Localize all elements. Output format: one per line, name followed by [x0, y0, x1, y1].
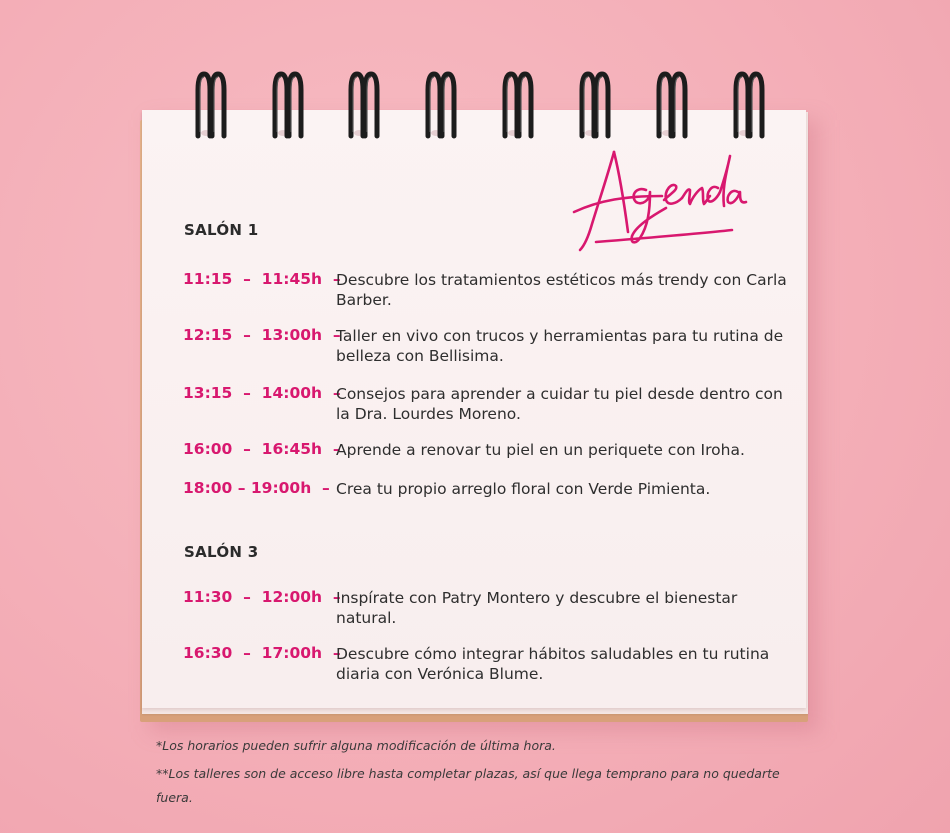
agenda-time: 16:00 – 16:45h –: [183, 440, 341, 458]
footnote-free-access: **Los talleres son de acceso libre hasta completar plazas, así que llega temprano para no quedarte fuera.: [156, 766, 780, 805]
agenda-description: Crea tu propio arreglo floral con Verde Pimienta.: [336, 480, 711, 498]
agenda-description: Consejos para aprender a cuidar tu piel desde dentro con la Dra. Lourdes Moreno.: [336, 385, 783, 423]
agenda-time: 11:30 – 12:00h –: [183, 588, 341, 606]
agenda-time: 18:00 – 19:00h –: [183, 479, 330, 497]
spiral-ring-icon: [649, 66, 695, 146]
section-title-salon-3: SALÓN 3: [184, 543, 259, 561]
agenda-time: 12:15 – 13:00h –: [183, 326, 341, 344]
agenda-time: 16:30 – 17:00h –: [183, 644, 341, 662]
spiral-ring-icon: [495, 66, 541, 146]
agenda-description: Descubre cómo integrar hábitos saludables en tu rutina diaria con Verónica Blume.: [336, 645, 770, 683]
spiral-ring-icon: [341, 66, 387, 146]
agenda-time: 13:15 – 14:00h –: [183, 384, 341, 402]
spiral-ring-icon: [188, 66, 234, 146]
spiral-ring-icon: [265, 66, 311, 146]
section-title-salon-1: SALÓN 1: [184, 221, 259, 239]
agenda-description: Descubre los tratamientos estéticos más trendy con Carla Barber.: [336, 271, 787, 309]
spiral-ring-icon: [572, 66, 618, 146]
agenda-time: 11:15 – 11:45h –: [183, 270, 341, 288]
agenda-description: Aprende a renovar tu piel en un periquete con Iroha.: [336, 441, 745, 459]
spiral-ring-icon: [418, 66, 464, 146]
footnote-schedule-changes: *Los horarios pueden sufrir alguna modificación de última hora.: [156, 738, 556, 753]
agenda-description: Inspírate con Patry Montero y descubre el bienestar natural.: [336, 589, 738, 627]
spiral-ring-icon: [726, 66, 772, 146]
agenda-title: [566, 146, 766, 256]
agenda-description: Taller en vivo con trucos y herramientas para tu rutina de belleza con Bellisima.: [336, 327, 784, 365]
